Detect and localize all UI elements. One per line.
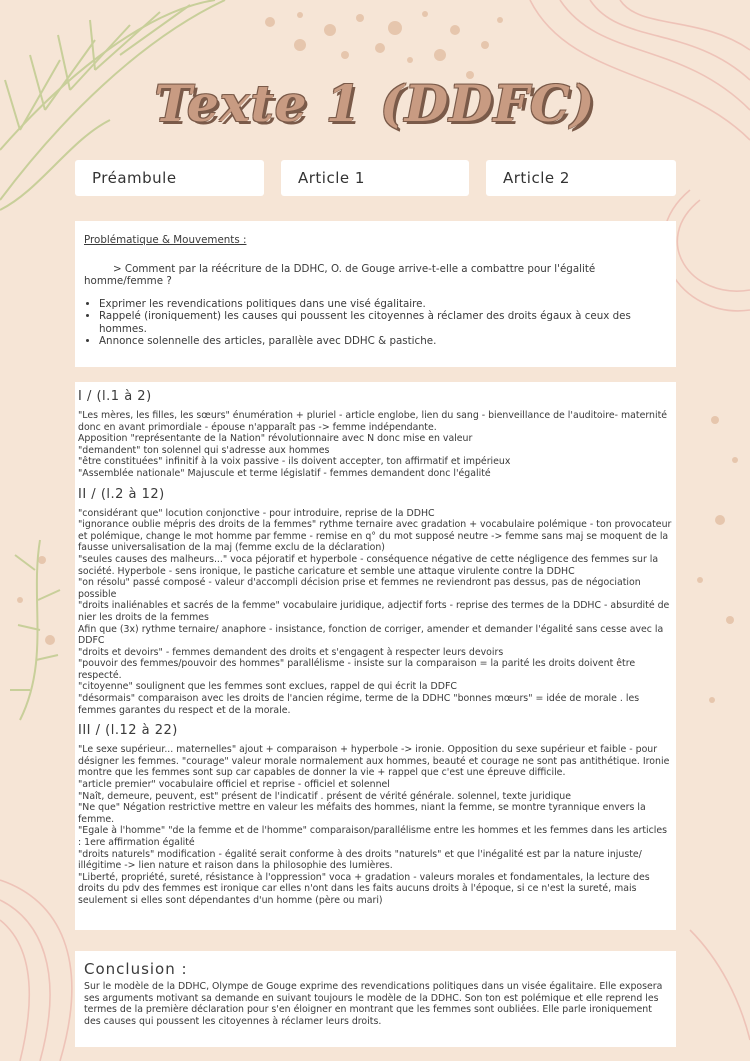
section-3-body — [78, 744, 672, 906]
conclusion-card — [75, 951, 676, 1047]
conclusion-heading: Conclusion : — [84, 960, 188, 978]
analysis-line: "droits inaliénables et sacrés de la femme" vocabulaire juridique, adjectif forts - reprise des termes de la DDHC - absurdité de nier les droits de la femmes — [78, 600, 670, 623]
analysis-line: "ignorance oublie mépris des droits de la femmes" rythme ternaire avec gradation + vocabulaire polémique - ton provocateur et polémique, change le mot homme par femme - remise en q° du mot supposé neutre -> femme sans maj se moquent de la fausse universalisation de la maj (femme exclu de la déclaration) — [78, 519, 672, 554]
analysis-card — [75, 382, 676, 930]
list-item: • Exprimer les revendications politiques dans une visé égalitaire. — [99, 298, 666, 311]
analysis-line: "être constituées" infinitif à la voix passive - ils doivent accepter, ton affirmatif et impérieux — [78, 456, 511, 468]
analysis-line: "Naît, demeure, peuvent, est" présent de l'indicatif . présent de vérité générale. solennel, texte juridique — [78, 790, 571, 802]
section-heading: III / (l.12 à 22) — [78, 723, 178, 739]
list-item: • Annonce solennelle des articles, parallèle avec DDHC & pastiche. — [99, 335, 666, 348]
analysis-line: "on résolu" passé composé - valeur d'accompli décision prise et femmes ne reviendront pas dessus, pas de négociation possible — [78, 577, 641, 600]
conclusion-text: Sur le modèle de la DDHC, Olympe de Gouge exprime des revendications politiques dans un visée égalitaire. Elle exposera ses arguments motivant sa demande en suivant toujours le modèle de la DDHC. Son ton est polémique et elle reprend les termes de la première déclaration pour s'en éloigner en montrant que les femmes sont oubliées. Elle parle ironiquement des causes qui poussent les citoyennes à réclamer leurs droits. — [84, 981, 663, 1027]
analysis-line: "droits et devoirs" - femmes demandent des droits et s'engagent à respecter leurs devoirs — [78, 646, 504, 658]
section-1-body — [78, 410, 672, 480]
section-heading: II / (l.2 à 12) — [78, 486, 165, 502]
analysis-line: "seules causes des malheurs..." voca péjoratif et hyperbole - conséquence négative de cette négligence des femmes sur la société. Hyperbole - sens ironique, le pastiche caricature et semble une attaque virulente contre la DDHC — [78, 553, 659, 577]
analysis-line: "pouvoir des femmes/pouvoir des hommes" parallélisme - insiste sur la comparaison = la parité les droits doivent être respecté. — [78, 658, 636, 681]
analysis-line: "désormais" comparaison avec les droits de l'ancien régime, terme de la DDHC "bonnes mœurs" = idée de morale . les femmes garantes du respect et de la morale. — [78, 693, 640, 716]
section-2-body — [78, 508, 672, 717]
problematique-heading: Problématique & Mouvements : — [84, 234, 247, 246]
analysis-line: "citoyenne" soulignent que les femmes sont exclues, rappel de qui écrit la DDFC — [78, 681, 457, 693]
analysis-line: Apposition "représentante de la Nation" révolutionnaire avec N donc mise en valeur — [78, 433, 473, 445]
sprig-illustration — [10, 540, 60, 720]
page-title: Texte 1 (DDFC) — [154, 74, 596, 133]
analysis-line: "Assemblée nationale" Majuscule et terme législatif - femmes demandent donc l'égalité — [78, 467, 491, 479]
tab-label: Article 2 — [503, 169, 570, 187]
tab-article-1[interactable] — [281, 160, 469, 196]
problematique-question: > Comment par la réécriture de la DDHC, O. de Gouge arrive-t-elle a combattre pour l'égalité homme/femme ? — [84, 262, 596, 287]
section-heading: I / (l.1 à 2) — [78, 389, 152, 404]
problematique-card — [75, 221, 676, 367]
analysis-line: "article premier" vocabulaire officiel et reprise - officiel et solennel — [78, 779, 390, 791]
analysis-line: "demandent" ton solennel qui s'adresse aux hommes — [78, 444, 330, 456]
movements-list — [84, 298, 666, 348]
analysis-line: "Ne que" Négation restrictive mettre en valeur les méfaits des hommes, niant la femme, se montre tyrannique envers la femme. — [78, 802, 646, 825]
list-item: • Rappelé (ironiquement) les causes qui poussent les citoyennes à réclamer des droits égaux à ceux des hommes. — [99, 310, 666, 335]
analysis-line: "Le sexe supérieur... maternelles" ajout + comparaison + hyperbole -> ironie. Opposition du sexe supérieur et faible - pour désigner les femmes. "courage" valeur morale normalement aux hommes, beauté et courage ne sont pas antithétique. Ironie montre que les femmes sont sup car capables de donner la vie + rappel que c'est une épreuve difficile. — [78, 744, 670, 779]
tab-article-2[interactable] — [486, 160, 676, 196]
analysis-line: "considérant que" locution conjonctive - pour introduire, reprise de la DDHC — [78, 507, 435, 519]
tab-label: Article 1 — [298, 169, 365, 187]
tab-label: Préambule — [92, 169, 177, 187]
analysis-line: Afin que (3x) rythme ternaire/ anaphore - insistance, fonction de corriger, amender et demander l'égalité sans cesse avec la DDFC — [78, 623, 664, 647]
analysis-line: "Egale à l'homme" "de la femme et de l'homme" comparaison/parallélisme entre les hommes et les femmes dans les articles : 1ere affirmation égalité — [78, 825, 668, 848]
analysis-line: "Liberté, propriété, sureté, résistance à l'oppression" voca + gradation - valeurs morales et fondamentales, la lecture des droits du pdv des femmes est ironique car elles n'ont dans les faits aucuns droits à l'époque, si ce n'est la sureté, mais seulement si elles sont dépendantes d'un homme (père ou mari) — [78, 871, 650, 906]
analysis-line: "droits naturels" modification - égalité serait conforme à des droits "naturels" et que l'inégalité est par la nature injuste/ illégitime -> lien nature et raison dans la philosophie des lumières. — [78, 848, 642, 872]
analysis-line: "Les mères, les filles, les sœurs" énumération + pluriel - article englobe, lien du sang - bienveillance de l'auditoire- maternité donc en avant primordiale - épouse n'apparaît pas -> femme indépendante. — [78, 410, 668, 433]
tab-preambule[interactable] — [75, 160, 264, 196]
